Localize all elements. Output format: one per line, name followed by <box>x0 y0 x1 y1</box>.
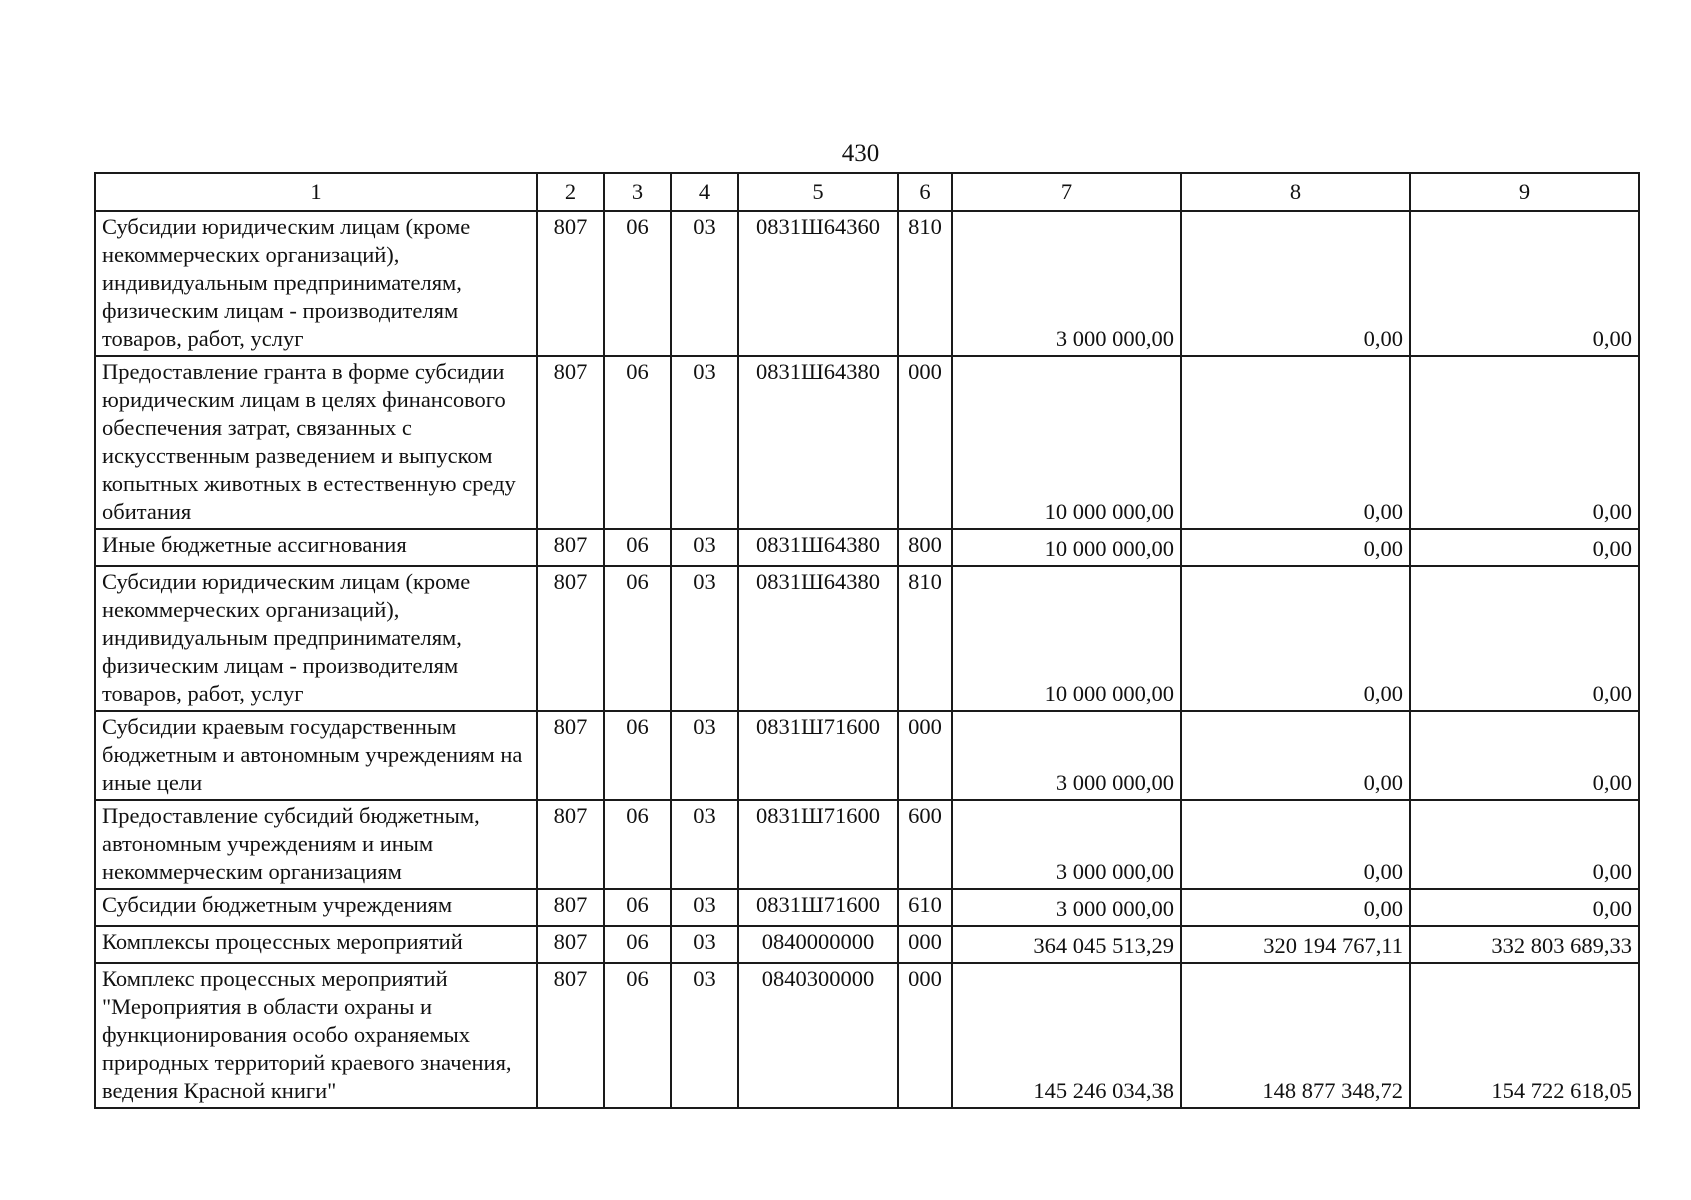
row-col6-cell: 000 <box>898 711 952 800</box>
row-col3-cell: 06 <box>604 889 671 926</box>
row-col2-cell: 807 <box>537 356 604 529</box>
row-col4-cell: 03 <box>671 889 738 926</box>
row-col6-cell: 610 <box>898 889 952 926</box>
row-col7-cell: 3 000 000,00 <box>952 211 1181 356</box>
row-col8-cell: 148 877 348,72 <box>1181 963 1410 1108</box>
row-col2-cell: 807 <box>537 566 604 711</box>
row-col9-cell: 0,00 <box>1410 711 1639 800</box>
row-col5-cell: 0840300000 <box>738 963 898 1108</box>
row-col2-cell: 807 <box>537 711 604 800</box>
row-name-cell: Субсидии юридическим лицам (кроме некоммерческих организаций), индивидуальным предпринимателям, физическим лицам - производителям товаров, работ, услуг <box>95 211 537 356</box>
row-col3-cell: 06 <box>604 963 671 1108</box>
header-cell-6: 6 <box>898 173 952 211</box>
row-col4-cell: 03 <box>671 926 738 963</box>
header-cell-2: 2 <box>537 173 604 211</box>
row-col5-cell: 0840000000 <box>738 926 898 963</box>
row-col6-cell: 000 <box>898 356 952 529</box>
row-col6-cell: 000 <box>898 926 952 963</box>
row-col7-cell: 10 000 000,00 <box>952 356 1181 529</box>
row-col3-cell: 06 <box>604 926 671 963</box>
row-col4-cell: 03 <box>671 711 738 800</box>
table-row <box>95 711 1639 800</box>
row-col7-cell: 10 000 000,00 <box>952 529 1181 566</box>
row-col4-cell: 03 <box>671 566 738 711</box>
row-col5-cell: 0831Ш64360 <box>738 211 898 356</box>
header-cell-4: 4 <box>671 173 738 211</box>
row-col4-cell: 03 <box>671 963 738 1108</box>
row-col3-cell: 06 <box>604 566 671 711</box>
row-col6-cell: 810 <box>898 211 952 356</box>
header-cell-5: 5 <box>738 173 898 211</box>
row-col2-cell: 807 <box>537 963 604 1108</box>
header-cell-1: 1 <box>95 173 537 211</box>
row-name-cell: Субсидии юридическим лицам (кроме некоммерческих организаций), индивидуальным предпринимателям, физическим лицам - производителям товаров, работ, услуг <box>95 566 537 711</box>
row-col9-cell: 0,00 <box>1410 889 1639 926</box>
row-col5-cell: 0831Ш71600 <box>738 711 898 800</box>
header-cell-9: 9 <box>1410 173 1639 211</box>
header-cell-3: 3 <box>604 173 671 211</box>
row-col4-cell: 03 <box>671 211 738 356</box>
row-col8-cell: 0,00 <box>1181 356 1410 529</box>
row-col8-cell: 0,00 <box>1181 800 1410 889</box>
row-col7-cell: 10 000 000,00 <box>952 566 1181 711</box>
row-col3-cell: 06 <box>604 529 671 566</box>
table-row <box>95 889 1639 926</box>
row-col9-cell: 0,00 <box>1410 566 1639 711</box>
budget-table <box>94 172 1640 1109</box>
table-row <box>95 926 1639 963</box>
row-col7-cell: 3 000 000,00 <box>952 800 1181 889</box>
table-row <box>95 529 1639 566</box>
row-col8-cell: 0,00 <box>1181 711 1410 800</box>
row-col9-cell: 332 803 689,33 <box>1410 926 1639 963</box>
row-col5-cell: 0831Ш64380 <box>738 356 898 529</box>
row-col4-cell: 03 <box>671 800 738 889</box>
row-col7-cell: 3 000 000,00 <box>952 711 1181 800</box>
table-row <box>95 800 1639 889</box>
header-cell-8: 8 <box>1181 173 1410 211</box>
row-col7-cell: 3 000 000,00 <box>952 889 1181 926</box>
row-name-cell: Субсидии бюджетным учреждениям <box>95 889 537 926</box>
row-col2-cell: 807 <box>537 211 604 356</box>
table-row <box>95 963 1639 1108</box>
row-col5-cell: 0831Ш64380 <box>738 566 898 711</box>
page-number: 430 <box>841 140 880 167</box>
row-col3-cell: 06 <box>604 711 671 800</box>
row-col9-cell: 0,00 <box>1410 529 1639 566</box>
table-row <box>95 566 1639 711</box>
row-col6-cell: 000 <box>898 963 952 1108</box>
row-col5-cell: 0831Ш64380 <box>738 529 898 566</box>
row-col7-cell: 145 246 034,38 <box>952 963 1181 1108</box>
row-col6-cell: 810 <box>898 566 952 711</box>
row-name-cell: Комплексы процессных мероприятий <box>95 926 537 963</box>
row-col3-cell: 06 <box>604 356 671 529</box>
row-col4-cell: 03 <box>671 529 738 566</box>
row-col9-cell: 0,00 <box>1410 800 1639 889</box>
row-name-cell: Предоставление субсидий бюджетным, автономным учреждениям и иным некоммерческим организациям <box>95 800 537 889</box>
row-col5-cell: 0831Ш71600 <box>738 800 898 889</box>
row-col3-cell: 06 <box>604 800 671 889</box>
row-name-cell: Комплекс процессных мероприятий "Мероприятия в области охраны и функционирования особо охраняемых природных территорий краевого значения, ведения Красной книги" <box>95 963 537 1108</box>
row-col9-cell: 0,00 <box>1410 356 1639 529</box>
row-name-cell: Субсидии краевым государственным бюджетным и автономным учреждениям на иные цели <box>95 711 537 800</box>
row-col9-cell: 154 722 618,05 <box>1410 963 1639 1108</box>
row-col6-cell: 600 <box>898 800 952 889</box>
row-col5-cell: 0831Ш71600 <box>738 889 898 926</box>
row-name-cell: Предоставление гранта в форме субсидии юридическим лицам в целях финансового обеспечения затрат, связанных с искусственным разведением и выпуском копытных животных в естественную среду обитания <box>95 356 537 529</box>
row-col3-cell: 06 <box>604 211 671 356</box>
row-col2-cell: 807 <box>537 800 604 889</box>
table-row <box>95 211 1639 356</box>
row-col8-cell: 320 194 767,11 <box>1181 926 1410 963</box>
row-col6-cell: 800 <box>898 529 952 566</box>
row-col2-cell: 807 <box>537 889 604 926</box>
row-col8-cell: 0,00 <box>1181 529 1410 566</box>
table-row <box>95 356 1639 529</box>
row-col8-cell: 0,00 <box>1181 211 1410 356</box>
row-col7-cell: 364 045 513,29 <box>952 926 1181 963</box>
table-header-row <box>95 173 1639 211</box>
row-col8-cell: 0,00 <box>1181 566 1410 711</box>
row-col9-cell: 0,00 <box>1410 211 1639 356</box>
row-name-cell: Иные бюджетные ассигнования <box>95 529 537 566</box>
row-col4-cell: 03 <box>671 356 738 529</box>
header-cell-7: 7 <box>952 173 1181 211</box>
row-col2-cell: 807 <box>537 529 604 566</box>
row-col2-cell: 807 <box>537 926 604 963</box>
row-col8-cell: 0,00 <box>1181 889 1410 926</box>
